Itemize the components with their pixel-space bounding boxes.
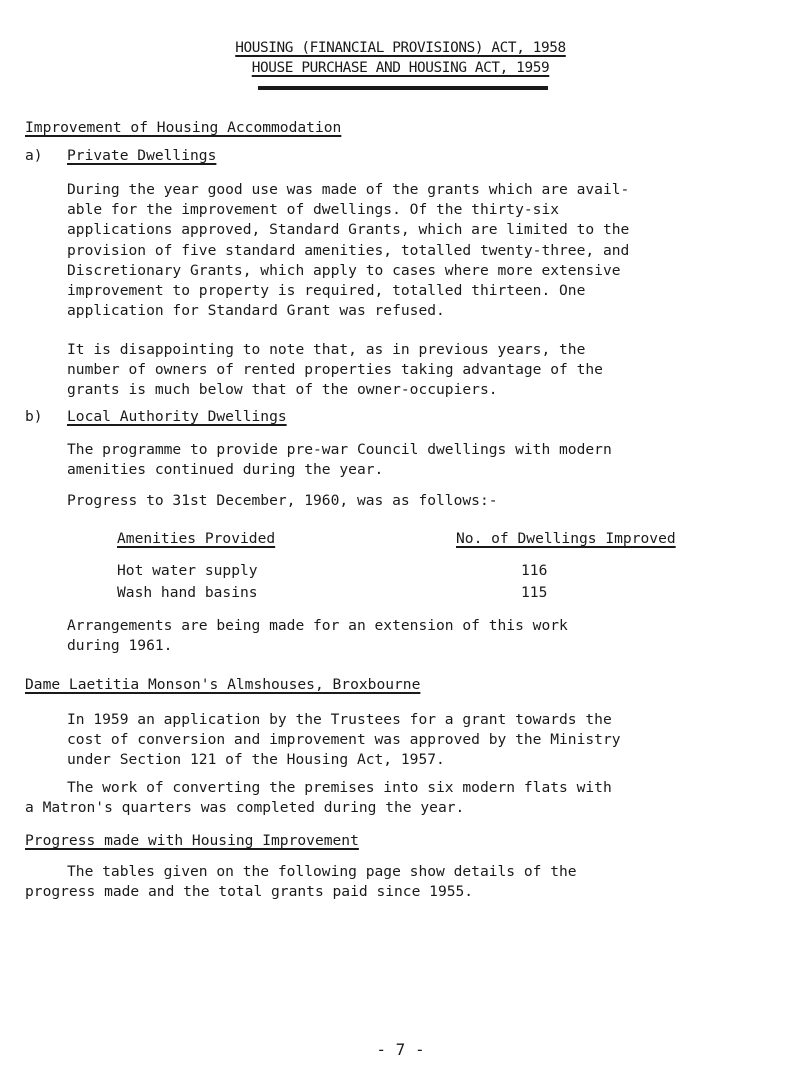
text-line: cost of conversion and improvement was approved by the Ministry bbox=[67, 731, 621, 749]
page-number: - 7 - bbox=[376, 1040, 425, 1059]
paragraph-private-dwellings-1 bbox=[67, 180, 629, 321]
title-rule bbox=[258, 86, 548, 90]
paragraph-almshouses-2 bbox=[25, 778, 612, 818]
section-heading-progress: Progress made with Housing Improvement bbox=[25, 832, 359, 849]
table-row-amenity: Wash hand basins bbox=[117, 584, 258, 601]
section-heading-improvement: Improvement of Housing Accommodation bbox=[25, 119, 342, 136]
text-line: under Section 121 of the Housing Act, 1957. bbox=[67, 751, 445, 769]
text-line: able for the improvement of dwellings. Of the thirty-six bbox=[67, 201, 560, 219]
progress-statement: Progress to 31st December, 1960, was as follows:- bbox=[67, 492, 498, 509]
text-line: The programme to provide pre-war Council dwellings with modern bbox=[67, 441, 612, 458]
document-title-line1: HOUSING (FINANCIAL PROVISIONS) ACT, 1958 bbox=[235, 40, 566, 56]
table-row-count: 115 bbox=[521, 584, 548, 601]
text-line: It is disappointing to note that, as in previous years, the bbox=[67, 341, 586, 358]
text-line: Arrangements are being made for an extension of this work bbox=[67, 617, 568, 634]
list-marker-b: b) bbox=[25, 408, 43, 425]
text-line: The tables given on the following page show details of the bbox=[67, 863, 577, 880]
table-row-count: 116 bbox=[521, 562, 548, 579]
text-line: a Matron's quarters was completed during the year. bbox=[25, 799, 465, 817]
document-title-line2: HOUSE PURCHASE AND HOUSING ACT, 1959 bbox=[251, 60, 550, 76]
text-line: In 1959 an application by the Trustees for a grant towards the bbox=[67, 711, 612, 728]
table-row-amenity: Hot water supply bbox=[117, 562, 258, 579]
text-line: during 1961. bbox=[67, 637, 173, 655]
text-line: provision of five standard amenities, totalled twenty-three, and bbox=[67, 241, 630, 259]
table-header-amenities: Amenities Provided bbox=[117, 530, 276, 547]
text-line: grants is much below that of the owner-occupiers. bbox=[67, 381, 498, 399]
paragraph-progress bbox=[25, 862, 577, 902]
text-line: improvement to property is required, totalled thirteen. One bbox=[67, 282, 586, 300]
text-line: During the year good use was made of the grants which are avail- bbox=[67, 181, 630, 198]
text-line: The work of converting the premises into six modern flats with bbox=[67, 779, 612, 796]
paragraph-local-authority-1 bbox=[67, 440, 612, 480]
text-line: Discretionary Grants, which apply to cases where more extensive bbox=[67, 261, 621, 279]
text-line: applications approved, Standard Grants, which are limited to the bbox=[67, 221, 630, 239]
table-header-dwellings: No. of Dwellings Improved bbox=[456, 530, 676, 547]
text-line: application for Standard Grant was refused. bbox=[67, 302, 445, 320]
section-heading-almshouses: Dame Laetitia Monson's Almshouses, Broxbourne bbox=[25, 676, 421, 693]
paragraph-local-authority-2 bbox=[67, 616, 568, 656]
text-line: number of owners of rented properties taking advantage of the bbox=[67, 361, 603, 379]
subheading-private-dwellings: Private Dwellings bbox=[67, 147, 217, 164]
text-line: progress made and the total grants paid since 1955. bbox=[25, 883, 474, 901]
paragraph-almshouses-1 bbox=[67, 710, 621, 771]
text-line: amenities continued during the year. bbox=[67, 461, 384, 479]
list-marker-a: a) bbox=[25, 147, 43, 164]
paragraph-private-dwellings-2 bbox=[67, 340, 603, 401]
subheading-local-authority-dwellings: Local Authority Dwellings bbox=[67, 408, 287, 425]
